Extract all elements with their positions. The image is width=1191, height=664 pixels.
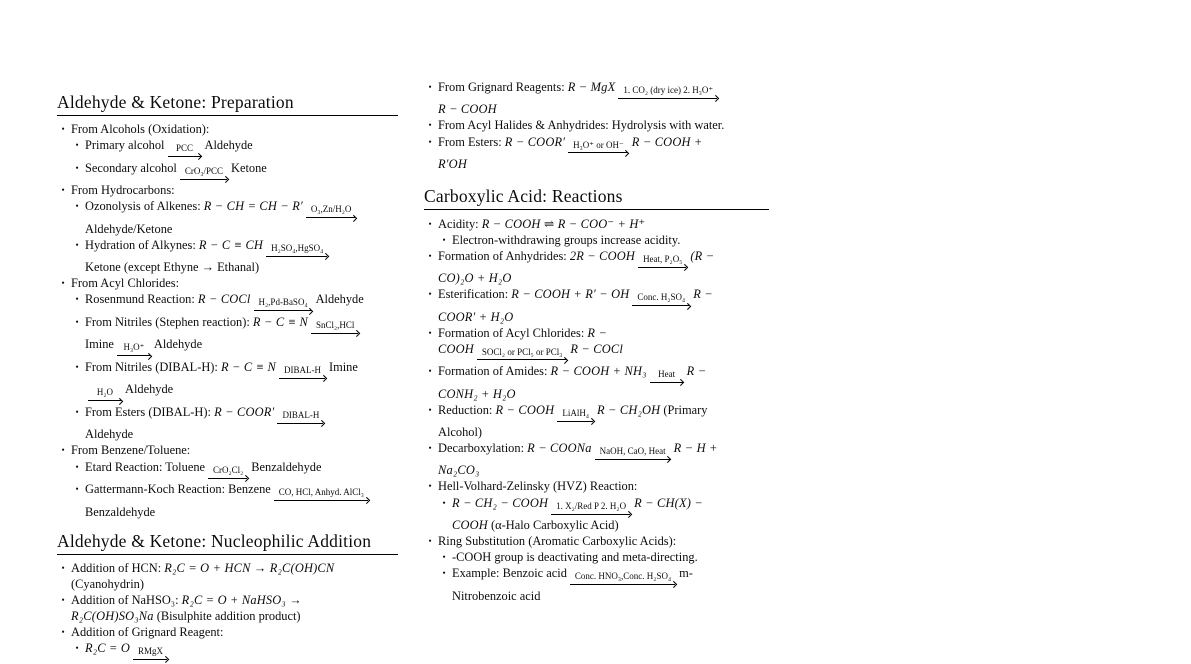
list-item <box>424 479 769 495</box>
bullet-marker: • <box>428 136 432 147</box>
text-segment: Aldehyde/Ketone <box>85 221 173 236</box>
right-arrow-icon <box>477 357 567 364</box>
text-segment: From Grignard Reagents: <box>438 80 568 94</box>
arrow-label: O₃,Zn/H₂O <box>310 204 352 215</box>
text-segment: Imine <box>85 337 114 352</box>
bullet-marker: • <box>428 120 432 131</box>
math-segment: R − MgX <box>567 80 616 94</box>
text-segment: Nitrobenzoic acid <box>452 588 541 603</box>
text-segment: (Primary <box>660 402 708 417</box>
list-item <box>57 405 398 443</box>
right-arrow-icon <box>306 215 357 222</box>
bullet-marker: • <box>75 239 79 250</box>
text-segment: Formation of Acyl Chlorides: <box>438 325 588 340</box>
list-item <box>57 276 398 292</box>
text-segment: Example: Benzoic acid <box>452 566 567 581</box>
section-aldehyde-ketone-preparation <box>57 93 398 520</box>
text-segment: From Esters: <box>438 134 505 149</box>
reaction-arrow <box>266 240 328 260</box>
text-segment: Addition of HCN: <box>71 561 165 576</box>
math-segment: R − H + <box>673 441 718 456</box>
reaction-arrow <box>551 498 631 518</box>
right-arrow-icon <box>208 475 248 482</box>
bullet-marker: • <box>75 407 79 418</box>
arrow-label: CrO₃/PCC <box>184 165 224 176</box>
bullet-marker: • <box>75 162 79 173</box>
text-segment: Primary alcohol <box>85 138 165 153</box>
math-segment: R − <box>587 325 608 340</box>
math-segment: COOH <box>452 517 488 532</box>
right-arrow-icon <box>650 380 684 387</box>
reaction-arrow <box>595 443 671 463</box>
bullet-marker: • <box>428 82 432 92</box>
bullet-marker: • <box>61 627 65 638</box>
math-segment: (R − <box>690 248 715 263</box>
section-carboxylic-acid-reactions <box>424 187 769 605</box>
list-item <box>57 315 398 360</box>
text-segment: Benzaldehyde <box>85 504 156 519</box>
text-segment: From Benzene/Toluene: <box>71 443 191 458</box>
right-arrow-icon <box>570 582 676 589</box>
text-segment: Ketone <box>231 160 267 175</box>
list-item <box>57 625 398 641</box>
list-item <box>57 460 398 482</box>
section-items <box>57 122 398 520</box>
math-segment: 2R − COOH <box>569 248 636 263</box>
section-title: Aldehyde & Ketone: Nucleophilic Addition <box>57 532 398 555</box>
list-item <box>424 534 769 550</box>
math-segment: R − COOR′ <box>214 405 275 420</box>
section-items <box>424 217 769 605</box>
text-segment: Addition of NaHSO₃: <box>71 593 182 608</box>
reaction-arrow <box>254 294 313 314</box>
bullet-marker: • <box>75 317 79 328</box>
list-item <box>424 118 769 134</box>
text-segment: From Esters (DIBAL-H): <box>85 405 215 420</box>
right-arrow-icon <box>117 353 151 360</box>
reaction-arrow <box>618 82 718 102</box>
bullet-marker: • <box>442 568 446 579</box>
text-segment: Rosenmund Reaction: <box>85 292 198 307</box>
math-segment: R − COOR′ <box>504 134 566 149</box>
text-segment: Aldehyde <box>315 292 364 307</box>
list-item <box>57 199 398 237</box>
right-arrow-icon <box>618 95 718 102</box>
reaction-arrow <box>311 317 359 337</box>
reaction-arrow <box>88 384 122 404</box>
text-segment: Formation of Anhydrides: <box>438 248 570 263</box>
list-item <box>424 80 769 118</box>
right-arrow-icon <box>557 418 594 425</box>
text-segment: Ketone (except Ethyne → Ethanal) <box>85 260 260 275</box>
arrow-label: H₂,Pd-BaSO₄ <box>258 297 308 308</box>
math-segment: R − COCl <box>197 292 251 307</box>
math-segment: R − COOH + NH₃ <box>550 364 647 379</box>
bullet-marker: • <box>75 362 79 373</box>
text-segment: Formation of Amides: <box>438 364 551 379</box>
text-segment: From Nitriles (Stephen reaction): <box>85 315 253 330</box>
bullet-marker: • <box>428 443 432 454</box>
list-item <box>424 135 769 173</box>
list-item <box>57 561 398 593</box>
arrow-label: SnCl₂,HCl <box>315 320 355 331</box>
right-arrow-icon <box>551 511 631 518</box>
list-item <box>57 161 398 183</box>
reaction-arrow <box>279 362 326 382</box>
math-segment: R − COCl <box>570 341 624 356</box>
arrow-label: Heat <box>658 369 676 380</box>
math-segment: R − COOH + R′ − OH <box>511 287 630 302</box>
math-segment: R − C ≡ N <box>252 315 308 330</box>
left-column <box>57 93 398 664</box>
text-segment: From Acyl Halides & Anhydrides: Hydrolysis with water. <box>438 118 725 133</box>
bullet-marker: • <box>428 250 432 261</box>
bullet-marker: • <box>61 595 65 606</box>
arrow-label: Conc. HNO₃,Conc. H₂SO₄ <box>574 571 672 582</box>
reaction-arrow <box>306 201 357 221</box>
text-segment: -COOH group is deactivating and meta-directing. <box>452 550 698 565</box>
list-item <box>424 326 769 364</box>
right-arrow-icon <box>180 176 228 183</box>
list-item <box>57 238 398 276</box>
reaction-arrow <box>638 251 687 271</box>
list-item <box>57 593 398 625</box>
bullet-marker: • <box>442 497 446 508</box>
reaction-arrow <box>133 643 168 663</box>
arrow-label: PCC <box>175 143 193 154</box>
math-segment: R − CH₂ − COOH <box>452 495 549 510</box>
text-segment: Addition of Grignard Reagent: <box>71 625 224 640</box>
text-segment: From Alcohols (Oxidation): <box>71 122 210 136</box>
bullet-marker: • <box>428 218 432 229</box>
bullet-marker: • <box>61 185 65 196</box>
list-item <box>57 183 398 199</box>
text-segment: (Bisulphite addition product) <box>153 609 301 624</box>
arrow-label: RMgX <box>138 646 164 657</box>
bullet-marker: • <box>75 294 79 305</box>
list-item <box>424 233 769 249</box>
right-arrow-icon <box>568 150 629 157</box>
section-aldehyde-ketone-nucleophilic-addition <box>57 532 398 663</box>
section-items <box>57 561 398 663</box>
bullet-marker: • <box>428 404 432 415</box>
list-item <box>424 217 769 233</box>
right-arrow-icon <box>266 253 328 260</box>
bullet-marker: • <box>75 140 79 151</box>
text-segment: Esterification: <box>438 287 512 302</box>
math-segment: CONH₂ + H₂O <box>438 386 516 401</box>
math-segment: R − COOH <box>438 102 497 117</box>
text-segment: m- <box>679 566 693 581</box>
right-arrow-icon <box>311 330 359 337</box>
arrow-label: CO, HCl, Anhyd. AlCl₃ <box>278 487 364 498</box>
text-segment: Aldehyde <box>153 337 203 352</box>
text-segment: Etard Reaction: Toluene <box>85 459 206 474</box>
reaction-arrow <box>570 568 676 588</box>
reaction-arrow <box>632 289 690 309</box>
math-segment: COOR′ + H₂O <box>438 309 514 324</box>
list-item <box>424 249 769 287</box>
math-segment: R − C ≡ N <box>220 360 276 375</box>
bullet-marker: • <box>61 124 65 134</box>
arrow-label: 1. X₂/Red P 2. H₂O <box>556 500 627 511</box>
arrow-label: Conc. H₂SO₄ <box>637 292 686 303</box>
text-segment: Alcohol) <box>438 424 483 439</box>
text-segment: Aldehyde <box>85 427 134 442</box>
bullet-marker: • <box>75 461 79 472</box>
text-segment: From Acyl Chlorides: <box>71 276 180 291</box>
text-segment: Imine <box>328 360 358 375</box>
list-item <box>57 138 398 160</box>
text-segment: Reduction: <box>438 402 496 417</box>
math-segment: CO)₂O + H₂O <box>438 271 512 286</box>
reaction-arrow <box>568 137 629 157</box>
list-item <box>57 443 398 459</box>
bullet-marker: • <box>75 201 79 212</box>
bullet-marker: • <box>61 563 65 574</box>
arrow-label: NaOH, CaO, Heat <box>599 446 666 457</box>
arrow-label: H₃O⁺ or OH⁻ <box>573 139 624 150</box>
math-segment: R₂C = O + HCN → R₂C(OH)CN <box>164 561 335 576</box>
text-segment: Secondary alcohol <box>85 160 177 175</box>
list-item <box>57 482 398 520</box>
reaction-arrow <box>180 163 228 183</box>
section-title: Carboxylic Acid: Reactions <box>424 187 769 210</box>
list-item <box>424 364 769 402</box>
list-item <box>57 360 398 405</box>
list-item <box>424 566 769 604</box>
text-segment: (α-Halo Carboxylic Acid) <box>487 517 619 532</box>
math-segment: R − COONa <box>527 441 592 456</box>
arrow-label: LiAlH₄ <box>562 407 589 418</box>
list-item <box>424 496 769 534</box>
text-segment: Hell-Volhard-Zelinsky (HVZ) Reaction: <box>438 479 638 494</box>
reaction-arrow <box>168 140 202 160</box>
text-segment: Aldehyde <box>125 382 174 397</box>
text-segment: Gattermann-Koch Reaction: Benzene <box>85 482 271 497</box>
arrow-label: H₂SO₄,HgSO₄ <box>271 242 324 253</box>
text-segment: Decarboxylation: <box>438 441 528 456</box>
math-segment: R − COOH <box>495 402 555 417</box>
bullet-marker: • <box>428 327 432 338</box>
carboxylic-acid-preparation-continued-items <box>424 80 769 173</box>
arrow-label: DIBAL-H <box>283 365 321 376</box>
reaction-arrow <box>277 407 324 427</box>
bullet-marker: • <box>61 278 65 289</box>
arrow-label: CrO₂Cl₂ <box>213 464 244 475</box>
list-item <box>424 403 769 441</box>
right-arrow-icon <box>88 398 122 405</box>
reaction-arrow <box>208 462 248 482</box>
right-arrow-icon <box>632 303 690 310</box>
reaction-arrow <box>477 344 567 364</box>
bullet-marker: • <box>428 289 432 300</box>
math-segment: R₂C(OH)SO₃Na <box>71 609 154 624</box>
right-arrow-icon <box>279 375 326 382</box>
text-segment: Acidity: <box>438 216 482 231</box>
list-item <box>57 641 398 663</box>
text-segment: From Nitriles (DIBAL-H): <box>85 360 221 375</box>
list-item <box>424 287 769 325</box>
right-arrow-icon <box>254 308 313 315</box>
reaction-arrow <box>117 339 151 359</box>
text-segment: Ozonolysis of Alkenes: <box>85 199 204 214</box>
section-title: Aldehyde & Ketone: Preparation <box>57 93 398 116</box>
right-arrow-icon <box>595 456 671 463</box>
bullet-marker: • <box>442 552 446 563</box>
arrow-label: H₃O⁺ <box>123 342 145 353</box>
text-segment: Aldehyde <box>204 138 253 153</box>
right-arrow-icon <box>277 420 324 427</box>
bullet-marker: • <box>61 445 65 456</box>
math-segment: R − <box>693 287 713 302</box>
bullet-marker: • <box>428 481 432 492</box>
right-arrow-icon <box>133 657 168 664</box>
text-segment: Ring Substitution (Aromatic Carboxylic Acids): <box>438 534 677 549</box>
math-segment: R₂C = O + NaHSO₃ → <box>181 593 302 608</box>
bullet-marker: • <box>442 234 446 245</box>
right-arrow-icon <box>168 153 202 160</box>
arrow-label: SOCl₂ or PCl₅ or PCl₃ <box>481 346 563 357</box>
text-segment: From Hydrocarbons: <box>71 183 175 198</box>
reaction-arrow <box>650 366 684 386</box>
list-item <box>424 550 769 566</box>
text-segment: Benzaldehyde <box>251 459 322 474</box>
math-segment: R − COOH ⇌ R − COO⁻ + H⁺ <box>481 216 646 231</box>
text-segment: (Cyanohydrin) <box>71 577 144 592</box>
text-segment: Hydration of Alkynes: <box>85 237 199 252</box>
math-segment: R − <box>686 364 707 379</box>
arrow-label: DIBAL-H <box>282 410 320 421</box>
right-column <box>424 80 769 605</box>
reaction-arrow <box>557 405 594 425</box>
bullet-marker: • <box>428 366 432 377</box>
right-arrow-icon <box>638 264 687 271</box>
text-segment: Electron-withdrawing groups increase acidity. <box>452 232 681 247</box>
arrow-label: H₂O <box>96 387 114 398</box>
reaction-arrow <box>274 484 369 504</box>
bullet-marker: • <box>75 643 79 654</box>
math-segment: R′OH <box>438 156 467 171</box>
list-item <box>57 292 398 314</box>
bullet-marker: • <box>428 536 432 547</box>
math-segment: R − CH(X) − <box>634 495 703 510</box>
math-segment: R − CH₂OH <box>596 402 661 417</box>
math-segment: R − CH = CH − R′ <box>203 199 303 214</box>
right-arrow-icon <box>274 498 369 505</box>
math-segment: Na₂CO₃ <box>438 463 480 478</box>
arrow-label: 1. CO₂ (dry ice) 2. H₃O⁺ <box>623 85 714 95</box>
math-segment: COOH <box>438 341 474 356</box>
list-item <box>57 122 398 138</box>
arrow-label: Heat, P₂O₅ <box>643 253 683 264</box>
math-segment: R₂C = O <box>85 641 131 656</box>
bullet-marker: • <box>75 484 79 495</box>
math-segment: R − C ≡ CH <box>198 237 264 252</box>
math-segment: R − COOH + <box>631 134 703 149</box>
list-item <box>424 441 769 479</box>
